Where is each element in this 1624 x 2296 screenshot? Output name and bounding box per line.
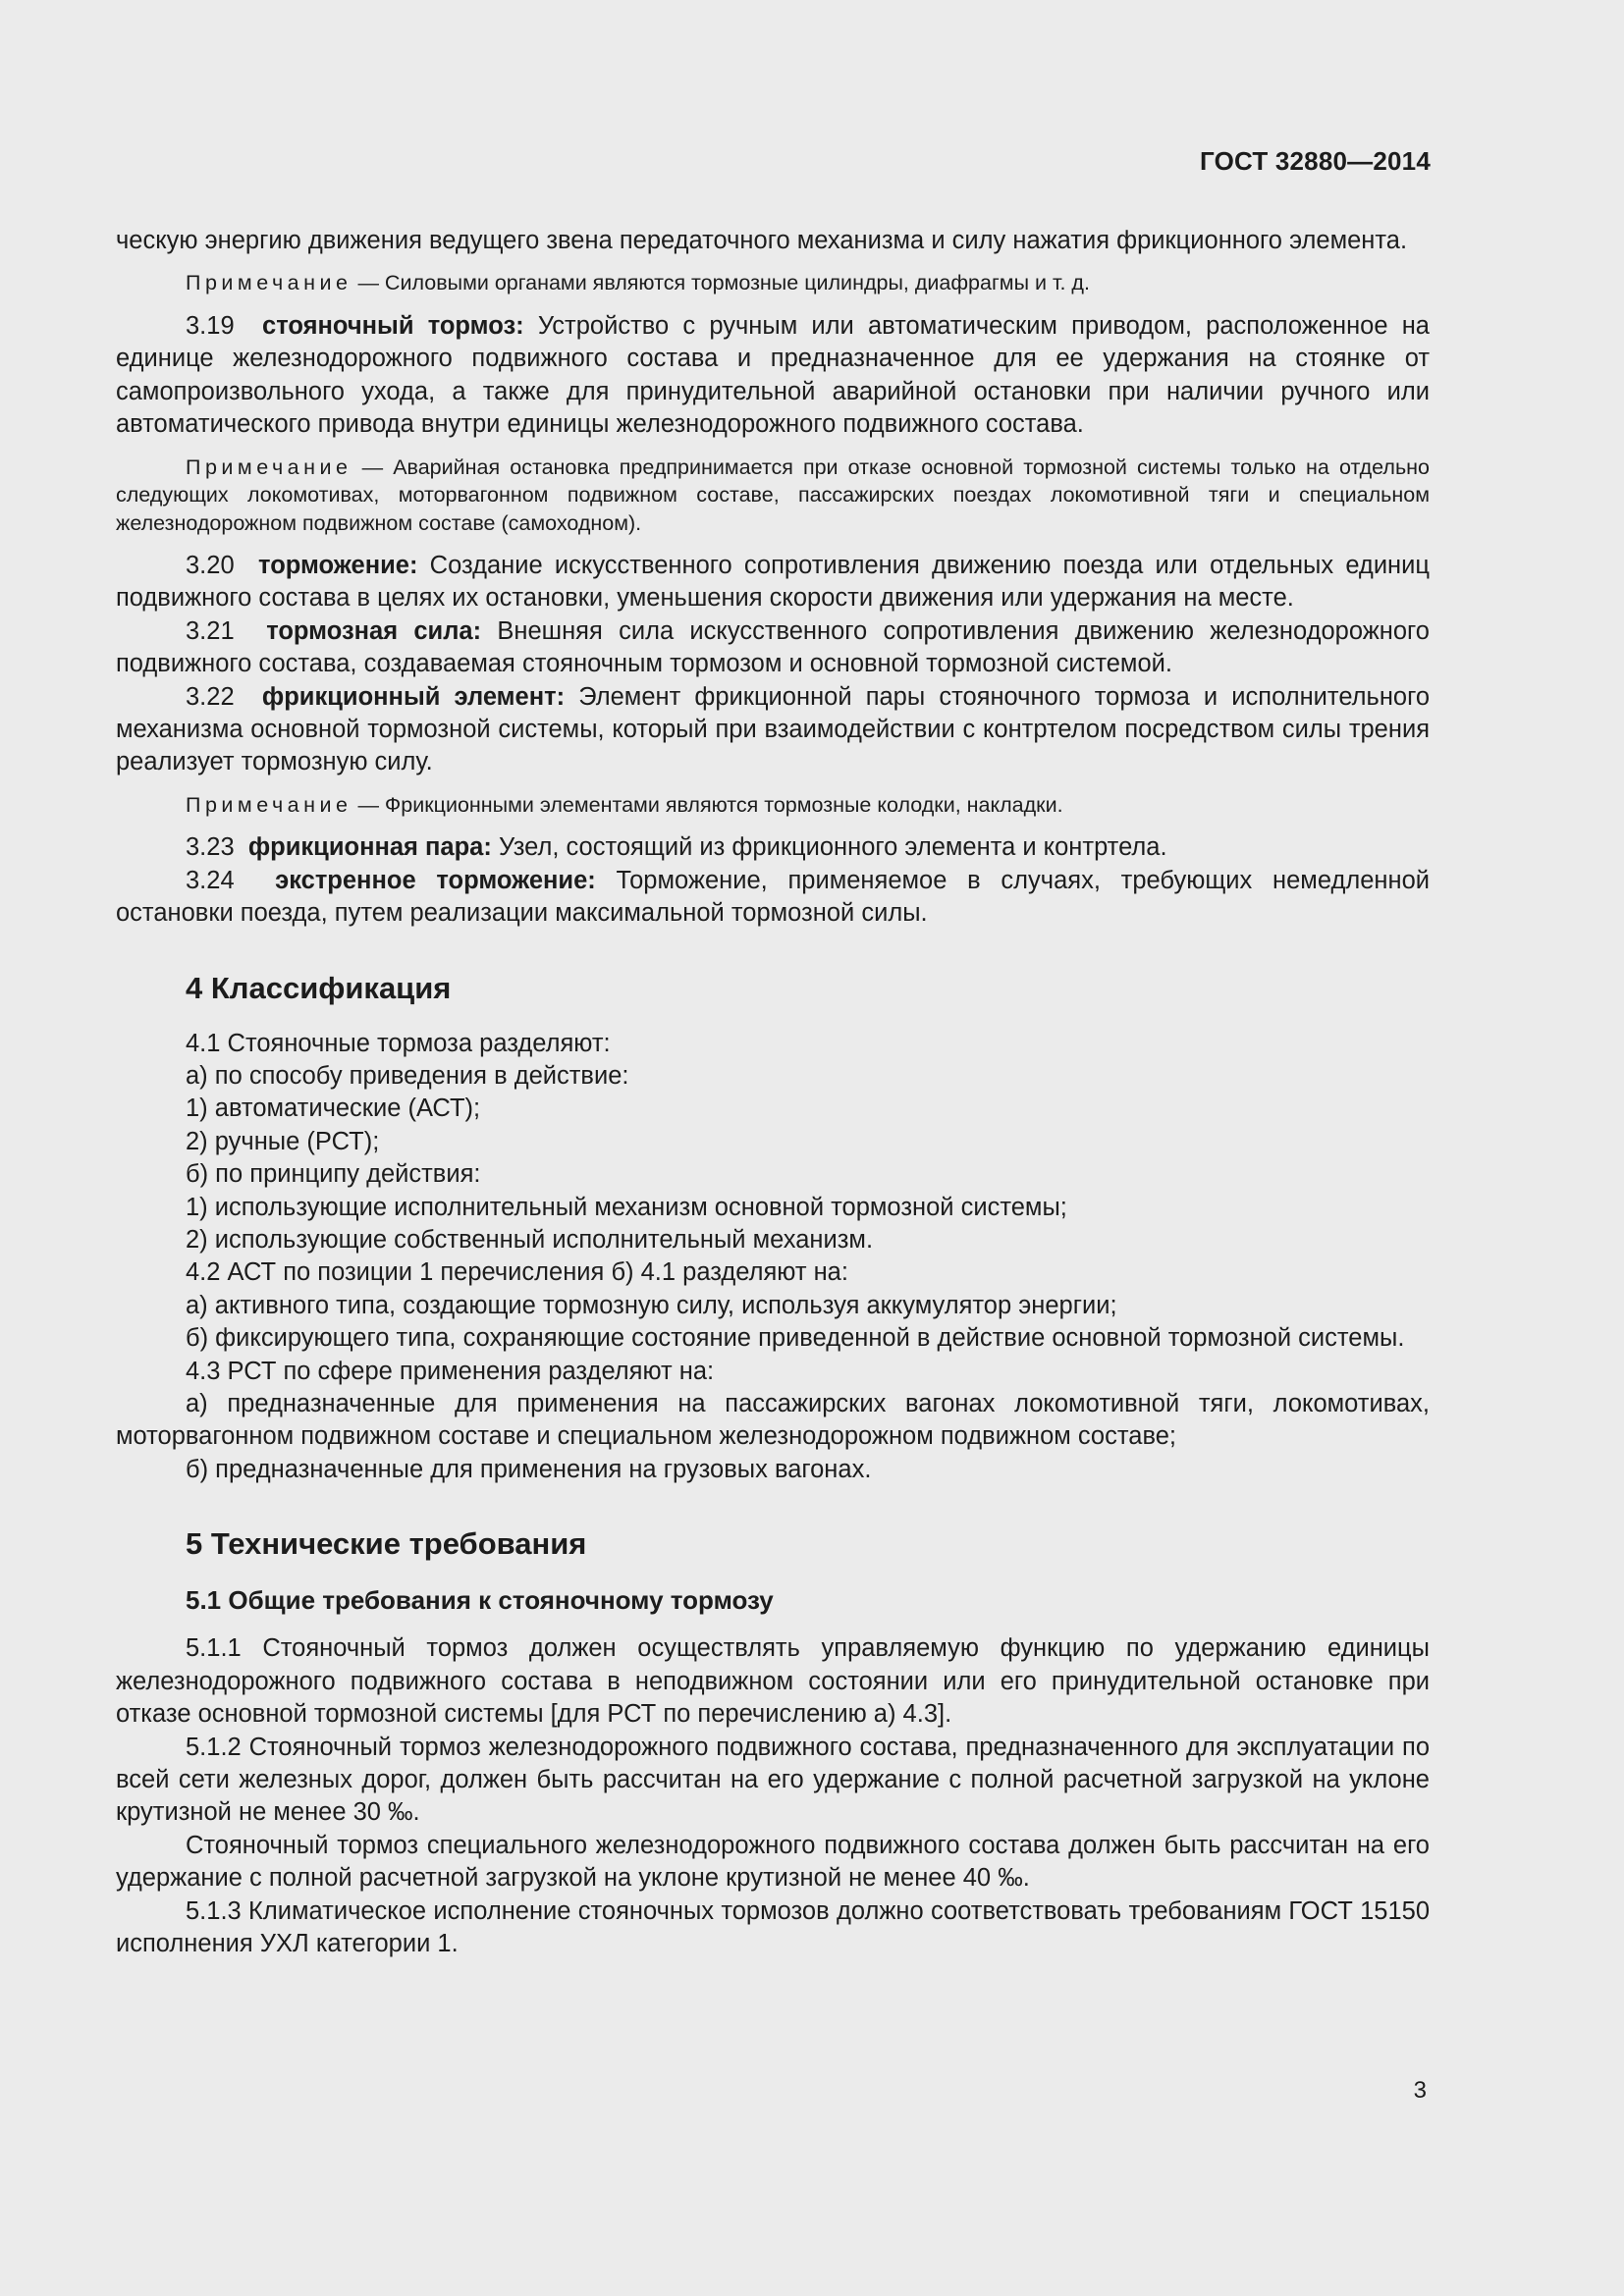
- section-5-paragraph: 5.1.1 Стояночный тормоз должен осуществлять управляемую функцию по удержанию единицы железнодорожного подвижного состава в неподвижном состоянии или его принудительной остановке при отказе основной тормозной системы [для РСТ по перечислению а) 4.3].: [116, 1634, 1430, 1729]
- note-label: Примечание: [186, 792, 352, 817]
- term-3-21: 3.21 тормозная сила: Внешняя сила искусственного сопротивления движению железнодорожного подвижного состава, создаваемая стояночным тормозом и основной тормозной системой.: [116, 616, 1430, 678]
- standard-header: ГОСТ 32880—2014: [1200, 146, 1431, 176]
- section-4-line: б) фиксирующего типа, сохраняющие состояние приведенной в действие основной тормозной системы.: [186, 1324, 1405, 1353]
- section-5-paragraph: 5.1.2 Стояночный тормоз железнодорожного подвижного состава, предназначенного для эксплуатации по всей сети железных дорог, должен быть рассчитан на его удержание с полной расчетной загрузкой на уклоне крутизной не менее 30 ‰.: [116, 1733, 1430, 1827]
- section-4-line: 1) автоматические (АСТ);: [186, 1095, 481, 1123]
- note-2: Примечание — Аварийная остановка предпринимается при отказе основной тормозной системы только на отдельно следующих локомотивах, моторвагонном подвижном составе, пассажирских поездах локомотивной тяги и специальном железнодорожном подвижном составе (самоходном).: [116, 454, 1430, 535]
- section-4-line: б) по принципу действия:: [186, 1160, 481, 1189]
- subsection-5-1-heading: 5.1 Общие требования к стояночному тормозу: [186, 1585, 774, 1616]
- term-name: стояночный тормоз:: [262, 311, 524, 340]
- note-text: Силовыми органами являются тормозные цилиндры, диафрагмы и т. д.: [384, 271, 1090, 295]
- section-4-line: 2) ручные (РСТ);: [186, 1127, 380, 1155]
- note-text: Аварийная остановка предпринимается при отказе основной тормозной системы только на отдельно следующих локомотивах, моторвагонном подвижном составе, пассажирских поездах локомотивной тяги и специальном железнодорожном подвижном составе (самоходном).: [116, 454, 1430, 535]
- term-3-22: 3.22 фрикционный элемент: Элемент фрикционной пары стояночного тормоза и исполнительного механизма основной тормозной системы, который при взаимодействии с контртелом посредством силы трения реализует тормозную силу.: [116, 682, 1431, 776]
- term-definition: Внешняя сила искусственного сопротивления движению железнодорожного подвижного состава, создаваемая стояночным тормозом и основной тормозной системой.: [116, 616, 1430, 678]
- term-3-19: 3.19 стояночный тормоз: Устройство с ручным или автоматическим приводом, расположенное на единице железнодорожного подвижного состава и предназначенное для ее удержания на стоянке от самопроизвольного ухода, а также для принудительной аварийной остановки при наличии ручного или автоматического привода внутри единицы железнодорожного подвижного состава.: [116, 311, 1430, 439]
- term-name: тормозная сила:: [266, 616, 482, 645]
- section-4-line: а) предназначенные для применения на пассажирских вагонах локомотивной тяги, локомотивах, моторвагонном подвижном составе и специальном железнодорожном подвижном составе;: [116, 1390, 1430, 1451]
- section-4-line: 2) использующие собственный исполнительный механизм.: [186, 1226, 874, 1255]
- term-definition: Узел, состоящий из фрикционного элемента и контртела.: [498, 833, 1167, 862]
- section-4-line: 1) использующие исполнительный механизм основной тормозной системы;: [186, 1193, 1067, 1221]
- term-definition: Устройство с ручным или автоматическим приводом, расположенное на единице железнодорожного подвижного состава и предназначенное для ее удержания на стоянке от самопроизвольного ухода, а также для принудительной аварийной остановки при наличии ручного или автоматического привода внутри единицы железнодорожного подвижного состава.: [116, 311, 1430, 439]
- page-body: [116, 225, 1430, 1960]
- section-5-heading: 5 Технические требования: [186, 1526, 587, 1562]
- term-3-24: 3.24 экстренное торможение: Торможение, применяемое в случаях, требующих немедленной остановки поезда, путем реализации максимальной тормозной силы.: [116, 866, 1430, 928]
- note-text: Фрикционными элементами являются тормозные колодки, накладки.: [384, 792, 1063, 817]
- continuation-paragraph: ческую энергию движения ведущего звена передаточного механизма и силу нажатия фрикционного элемента.: [116, 227, 1408, 254]
- term-3-20: 3.20 торможение: Создание искусственного сопротивления движению поезда или отдельных единиц подвижного состава в целях их остановки, уменьшения скорости движения или удержания на месте.: [116, 552, 1430, 613]
- section-4-heading: 4 Классификация: [186, 970, 452, 1005]
- note-label: Примечание: [186, 271, 352, 295]
- term-definition: Создание искусственного сопротивления движению поезда или отдельных единиц подвижного состава в целях их остановки, уменьшения скорости движения или удержания на месте.: [116, 552, 1430, 613]
- note-3: Примечание — Фрикционными элементами являются тормозные колодки, накладки.: [186, 792, 1063, 817]
- section-4-line: 4.3 РСТ по сфере применения разделяют на:: [186, 1357, 715, 1385]
- term-name: экстренное торможение:: [275, 866, 596, 894]
- section-4-line: 4.2 АСТ по позиции 1 перечисления б) 4.1 разделяют на:: [186, 1258, 848, 1287]
- term-name: фрикционный элемент:: [261, 682, 566, 711]
- note-label: Примечание: [186, 454, 352, 479]
- section-4-line: а) по способу приведения в действие:: [186, 1062, 629, 1090]
- section-4-line: б) предназначенные для применения на грузовых вагонах.: [186, 1455, 872, 1483]
- term-name: торможение:: [258, 552, 418, 580]
- section-4-line: а) активного типа, создающие тормозную силу, используя аккумулятор энергии;: [186, 1291, 1117, 1319]
- term-definition: Элемент фрикционной пары стояночного тормоза и исполнительного механизма основной тормозной системы, который при взаимодействии с контртелом посредством силы трения реализует тормозную силу.: [116, 682, 1431, 776]
- term-name: фрикционная пара:: [247, 833, 492, 862]
- term-definition: Торможение, применяемое в случаях, требующих немедленной остановки поезда, путем реализации максимальной тормозной силы.: [116, 866, 1430, 928]
- section-5-paragraph: Стояночный тормоз специального железнодорожного подвижного состава должен быть рассчитан на его удержание с полной расчетной загрузкой на уклоне крутизной не менее 40 ‰.: [116, 1831, 1430, 1893]
- page-number: 3: [1413, 2077, 1427, 2104]
- term-3-23: 3.23 фрикционная пара: Узел, состоящий из фрикционного элемента и контртела.: [186, 833, 1167, 862]
- section-4-line: 4.1 Стояночные тормоза разделяют:: [186, 1029, 611, 1057]
- note-1: Примечание — Силовыми органами являются тормозные цилиндры, диафрагмы и т. д.: [186, 271, 1090, 295]
- section-5-paragraph: 5.1.3 Климатическое исполнение стояночных тормозов должно соответствовать требованиям ГОСТ 15150 исполнения УХЛ категории 1.: [116, 1896, 1430, 1957]
